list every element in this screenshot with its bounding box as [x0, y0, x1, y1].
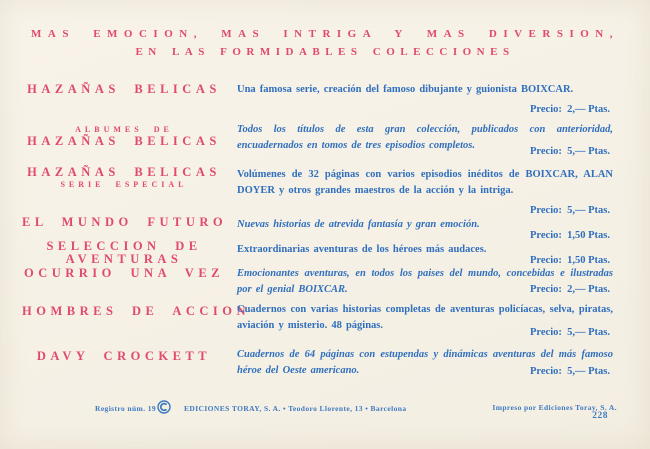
collection-title-text: SELECCION DE: [46, 239, 202, 253]
collection-title-text: HAZAÑAS BELICAS: [27, 82, 221, 96]
toray-circle-logo-icon: [157, 400, 171, 414]
collection-title-text: HAZAÑAS BELICAS: [27, 134, 221, 148]
collection-title-hazanas-belicas: [22, 83, 226, 96]
header-line-2: EN LAS FORMIDABLES COLECCIONES: [135, 46, 515, 58]
collection-title-el-mundo-futuro: [22, 216, 226, 229]
price-label: Precio: 5,— Ptas.: [530, 205, 610, 216]
collection-description: Una famosa serie, creación del famoso dibujante y guionista BOIXCAR.: [237, 84, 574, 95]
page-number: 228: [592, 411, 608, 421]
price-label: Precio: 5,— Ptas.: [530, 366, 610, 377]
collection-title-seleccion-de-aventuras: [22, 240, 226, 266]
collection-description: Nuevas historias de atrevida fantasía y gran emoción.: [237, 219, 480, 230]
collection-title-hazanas-belicas-serie-especial: [22, 166, 226, 190]
collection-title-text: OCURRIO UNA VEZ: [23, 266, 225, 280]
registro-number: Registro núm. 19: [95, 404, 157, 413]
collection-title-text: HAZAÑAS BELICAS: [27, 165, 221, 179]
price-label: Precio: 5,— Ptas.: [530, 327, 610, 338]
collection-subtitle-text: SERIE ESPECIAL: [60, 180, 188, 189]
collection-title-text: DAVY CROCKETT: [36, 349, 212, 363]
collection-title-text-line2: AVENTURAS: [65, 252, 183, 266]
price-label: Precio: 1,50 Ptas.: [530, 230, 610, 241]
collection-title-text: HOMBRES DE ACCION: [22, 304, 251, 318]
price-label: Precio: 5,— Ptas.: [530, 146, 610, 157]
collection-description: Cuadernos con varias historias completas de aventuras policíacas, selva, piratas, aviación y misterio. 48 páginas.: [237, 304, 613, 331]
collection-title-ocurrio-una-vez: [22, 267, 226, 280]
collection-subtitle-text: ALBUMES DE: [75, 125, 173, 134]
collection-description: Volúmenes de 32 páginas con varios episodios inéditos de BOIXCAR, ALAN DOYER y otros grandes maestros de la acción y la intriga.: [237, 169, 613, 196]
collection-description: Extraordinarias aventuras de los héroes más audaces.: [237, 244, 487, 255]
header-line-1: MAS EMOCION, MAS INTRIGA Y MAS DIVERSION,: [31, 28, 619, 40]
collection-title-albumes-hazanas-belicas: [22, 124, 226, 148]
collection-title-hombres-de-accion: [22, 304, 251, 318]
price-label: Precio: 2,— Ptas.: [530, 284, 610, 295]
collection-description: Cuadernos de 64 páginas con estupendas y dinámicas aventuras del más famoso héroe del Oeste americano.: [237, 349, 613, 376]
price-label: Precio: 2,— Ptas.: [530, 104, 610, 115]
printed-by-line: Impreso por Ediciones Toray, S. A.: [492, 403, 617, 412]
publisher-address-line: EDICIONES TORAY, S. A. • Teodoro Llorente, 13 • Barcelona: [184, 404, 407, 413]
collection-title-text: EL MUNDO FUTURO: [22, 215, 228, 229]
collection-title-davy-crockett: [22, 350, 226, 363]
collection-description: Emocionantes aventuras, en todos los paises del mundo, concebidas e ilustradas por el genial BOIXCAR.: [237, 268, 613, 295]
price-label: Precio: 1,50 Ptas.: [530, 255, 610, 266]
collection-description: Todos los títulos de esta gran colección, publicados con anterioridad, encuadernados en tomos de tres episodios completos.: [237, 124, 613, 151]
